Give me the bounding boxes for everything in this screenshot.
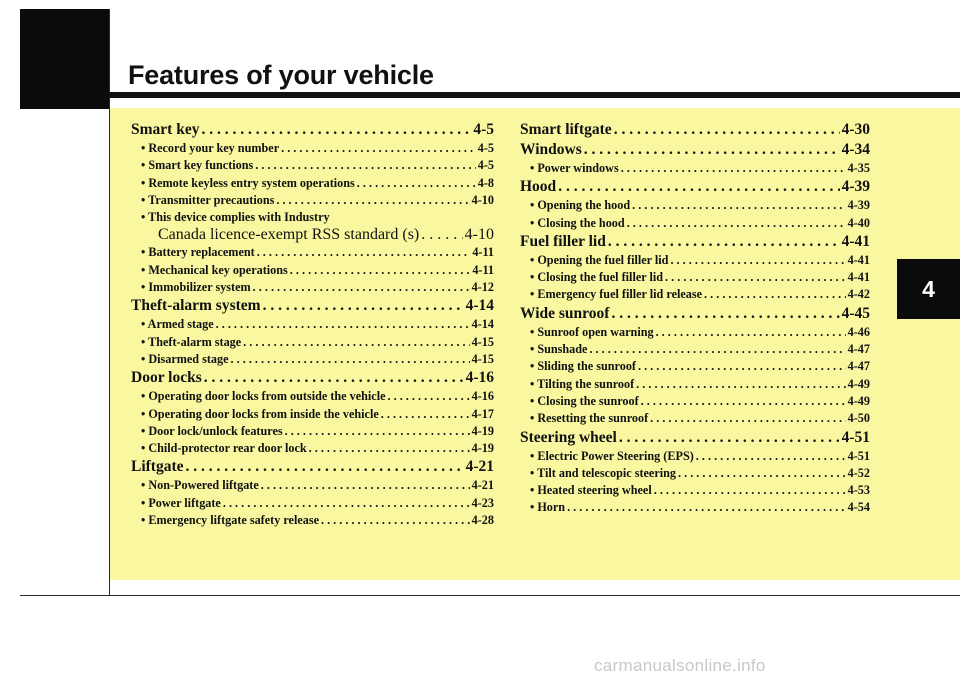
toc-dot-leader xyxy=(388,388,470,405)
toc-page-number: 4-39 xyxy=(841,178,870,196)
toc-page-number: 4-54 xyxy=(847,500,870,515)
toc-subsection-entry[interactable] xyxy=(131,175,494,192)
toc-entry-title: • Emergency liftgate safety release xyxy=(141,513,319,528)
toc-subsection-entry[interactable] xyxy=(131,244,494,261)
toc-page-number: 4-46 xyxy=(847,324,870,339)
toc-column-left xyxy=(131,120,494,529)
toc-entry-title: • Record your key number xyxy=(141,141,280,155)
toc-page-number: 4-41 xyxy=(847,270,870,285)
toc-dot-leader xyxy=(654,482,846,499)
toc-page-number: 4-42 xyxy=(847,287,870,302)
toc-page-number: 4-41 xyxy=(841,232,870,250)
toc-entry-title: Door locks xyxy=(131,369,202,387)
toc-subsection-entry[interactable] xyxy=(520,269,870,286)
toc-subsection-entry[interactable] xyxy=(131,262,494,279)
toc-subsection-entry[interactable] xyxy=(520,482,870,499)
toc-dot-leader xyxy=(231,351,470,368)
toc-entry-title: • Theft-alarm stage xyxy=(141,334,242,349)
toc-entry-title: • Operating door locks from outside the vehicle xyxy=(141,389,386,404)
chapter-number: 4 xyxy=(922,275,935,302)
toc-page-number: 4-11 xyxy=(472,245,494,260)
toc-page-number: 4-35 xyxy=(847,161,870,175)
toc-entry-title: • Power windows xyxy=(530,161,619,175)
toc-entry-title: • Operating door locks from inside the vehicle xyxy=(141,406,379,421)
toc-page-number: 4-34 xyxy=(841,141,870,158)
toc-page-number: 4-39 xyxy=(847,198,870,213)
toc-dot-leader xyxy=(285,423,470,440)
toc-section-entry[interactable] xyxy=(520,232,870,252)
toc-page-number: 4-51 xyxy=(847,448,870,463)
toc-section-entry[interactable] xyxy=(520,177,870,197)
toc-page-number: 4-52 xyxy=(847,465,870,480)
toc-dot-leader xyxy=(589,341,845,358)
toc-dot-leader xyxy=(650,410,846,427)
toc-dot-leader xyxy=(696,448,846,465)
bottom-rule xyxy=(20,595,960,596)
toc-subsection-entry[interactable] xyxy=(520,286,870,303)
toc-entry-title: • This device complies with Industry xyxy=(141,210,330,225)
toc-subsection-entry[interactable] xyxy=(131,351,494,368)
toc-dot-leader xyxy=(261,477,470,494)
toc-entry-title: Steering wheel xyxy=(520,428,617,446)
toc-subsection-entry[interactable] xyxy=(520,324,870,341)
toc-entry-title: • Power liftgate xyxy=(141,495,221,510)
toc-page-number: 4-5 xyxy=(477,158,494,173)
toc-dot-leader xyxy=(665,269,846,286)
toc-entry-title: Hood xyxy=(520,178,557,196)
toc-subsection-entry[interactable] xyxy=(520,197,870,214)
toc-subsection-entry[interactable] xyxy=(131,334,494,351)
toc-dot-leader xyxy=(558,177,839,197)
toc-subsection-entry[interactable] xyxy=(131,192,494,209)
toc-subsection-entry[interactable] xyxy=(520,215,870,232)
toc-dot-leader xyxy=(257,244,471,261)
toc-entry-title: • Tilting the sunroof xyxy=(530,376,635,391)
toc-section-entry[interactable] xyxy=(520,140,870,160)
toc-page-number: 4-51 xyxy=(841,428,870,446)
toc-entry-title: Theft-alarm system xyxy=(131,297,261,315)
toc-page-number: 4-11 xyxy=(472,262,494,277)
toc-entry-title: • Smart key functions xyxy=(141,158,254,173)
toc-subsection-entry[interactable] xyxy=(131,388,494,405)
toc-entry-title: • Battery replacement xyxy=(141,245,255,260)
toc-subsection-entry[interactable] xyxy=(131,209,494,226)
toc-dot-leader xyxy=(357,175,476,192)
toc-section-entry[interactable] xyxy=(131,296,494,316)
toc-page-number: 4-23 xyxy=(471,495,494,510)
toc-subsection-entry[interactable] xyxy=(520,448,870,465)
toc-entry-title: • Armed stage xyxy=(141,317,214,332)
toc-page-number: 4-15 xyxy=(471,334,494,349)
toc-section-entry[interactable] xyxy=(131,120,494,140)
toc-entry-title: • Door lock/unlock features xyxy=(141,423,283,438)
toc-entry-title: • Opening the fuel filler lid xyxy=(530,252,669,267)
toc-page-number: 4-47 xyxy=(847,342,870,357)
toc-subsection-entry[interactable] xyxy=(520,410,870,427)
toc-dot-leader xyxy=(281,140,476,157)
toc-subsection-entry[interactable] xyxy=(131,477,494,494)
toc-entry-title: • Child-protector rear door lock xyxy=(141,441,307,456)
toc-dot-leader xyxy=(321,512,470,529)
toc-subsection-entry[interactable] xyxy=(520,358,870,375)
toc-dot-leader xyxy=(584,140,840,160)
toc-entry-title: • Closing the hood xyxy=(530,215,625,230)
toc-dot-leader xyxy=(186,457,464,477)
toc-entry-title: • Non-Powered liftgate xyxy=(141,478,259,493)
toc-subsection-entry[interactable] xyxy=(520,160,870,177)
toc-dot-leader xyxy=(276,192,469,209)
toc-dot-leader xyxy=(611,304,839,324)
toc-dot-leader xyxy=(204,368,464,388)
toc-entry-title: Fuel filler lid xyxy=(520,232,606,250)
toc-subsection-entry[interactable] xyxy=(131,423,494,440)
toc-entry-title: • Closing the fuel filler lid xyxy=(530,270,664,285)
toc-subsection-entry[interactable] xyxy=(131,157,494,174)
toc-dot-leader xyxy=(614,120,840,140)
toc-dot-leader xyxy=(621,160,846,177)
toc-entry-title: • Sunshade xyxy=(530,342,588,357)
toc-page-number: 4-28 xyxy=(471,513,494,528)
toc-section-entry[interactable] xyxy=(131,457,494,477)
toc-page-number: 4-5 xyxy=(473,121,494,138)
toc-entry-title: • Horn xyxy=(530,500,566,515)
toc-entry-title: • Sliding the sunroof xyxy=(530,359,636,374)
toc-entry-title: • Disarmed stage xyxy=(141,351,229,366)
toc-entry-title: Wide sunroof xyxy=(520,304,610,322)
toc-entry-title: • Mechanical key operations xyxy=(141,262,288,277)
toc-entry-title: Windows xyxy=(520,141,582,158)
header-rule xyxy=(109,92,960,98)
toc-dot-leader xyxy=(201,120,471,140)
toc-entry-title: • Opening the hood xyxy=(530,198,631,213)
toc-page-number: 4-8 xyxy=(477,175,494,190)
toc-dot-leader xyxy=(619,428,840,448)
toc-dot-leader xyxy=(656,324,846,341)
toc-subsection-entry[interactable] xyxy=(520,376,870,393)
toc-page-number: 4-16 xyxy=(465,369,494,387)
toc-entry-title: • Closing the sunroof xyxy=(530,393,639,408)
toc-subsection-entry[interactable] xyxy=(520,465,870,482)
toc-page-number: 4-50 xyxy=(847,411,870,426)
toc-section-entry[interactable] xyxy=(520,120,870,140)
toc-page-number: 4-19 xyxy=(471,423,494,438)
toc-entry-title: • Electric Power Steering (EPS) xyxy=(530,448,694,463)
toc-page-number: 4-47 xyxy=(847,359,870,374)
toc-subsection-entry[interactable] xyxy=(520,252,870,269)
toc-subsection-entry[interactable] xyxy=(131,512,494,529)
toc-subsection-entry[interactable] xyxy=(131,226,494,244)
toc-subsection-entry[interactable] xyxy=(131,316,494,333)
toc-subsection-entry[interactable] xyxy=(131,140,494,157)
toc-subsection-entry[interactable] xyxy=(131,440,494,457)
toc-dot-leader xyxy=(670,252,845,269)
toc-subsection-entry[interactable] xyxy=(131,495,494,512)
toc-dot-leader xyxy=(641,393,846,410)
toc-page-number: 4-10 xyxy=(471,192,494,207)
toc-page-number: 4-21 xyxy=(471,478,494,493)
toc-entry-title: • Heated steering wheel xyxy=(530,483,652,498)
toc-dot-leader xyxy=(253,279,470,296)
toc-entry-title: • Tilt and telescopic steering xyxy=(530,465,676,480)
toc-subsection-entry[interactable] xyxy=(131,279,494,296)
toc-dot-leader xyxy=(567,499,846,516)
toc-page-number: 4-14 xyxy=(465,297,494,315)
toc-page-number: 4-17 xyxy=(471,406,494,421)
toc-entry-title: • Emergency fuel filler lid release xyxy=(530,287,703,302)
page-title: Features of your vehicle xyxy=(128,60,434,90)
toc-section-entry[interactable] xyxy=(520,428,870,448)
toc-dot-leader xyxy=(636,376,845,393)
toc-page-number: 4-49 xyxy=(847,376,870,391)
toc-page-number: 4-30 xyxy=(841,121,870,138)
toc-entry-title: Smart key xyxy=(131,121,200,138)
toc-subsection-entry[interactable] xyxy=(520,499,870,516)
toc-dot-leader xyxy=(243,334,469,351)
toc-entry-title: • Sunroof open warning xyxy=(530,324,654,339)
toc-section-entry[interactable] xyxy=(131,368,494,388)
toc-entry-title: Smart liftgate xyxy=(520,121,612,138)
toc-page-number: 4-16 xyxy=(471,389,494,404)
toc-subsection-entry[interactable] xyxy=(131,406,494,423)
toc-dot-leader xyxy=(255,157,475,174)
toc-dot-leader xyxy=(421,226,462,244)
toc-dot-leader xyxy=(309,440,470,457)
toc-section-entry[interactable] xyxy=(520,304,870,324)
toc-page-number: 4-40 xyxy=(847,215,870,230)
toc-page-number: 4-19 xyxy=(471,441,494,456)
toc-dot-leader xyxy=(632,197,846,214)
toc-page-number: 4-12 xyxy=(471,280,494,295)
toc-page-number: 4-45 xyxy=(841,304,870,322)
toc-page-number: 4-10 xyxy=(464,226,494,244)
toc-entry-title: • Transmitter precautions xyxy=(141,192,275,207)
watermark: carmanualsonline.info xyxy=(594,656,766,675)
toc-dot-leader xyxy=(263,296,464,316)
toc-dot-leader xyxy=(290,262,471,279)
toc-entry-title: Liftgate xyxy=(131,458,184,476)
toc-subsection-entry[interactable] xyxy=(520,341,870,358)
toc-dot-leader xyxy=(381,406,470,423)
toc-page-number: 4-41 xyxy=(847,252,870,267)
toc-entry-title: Canada licence-exempt RSS standard (s) xyxy=(158,226,420,244)
toc-column-right xyxy=(520,120,870,517)
toc-page-number: 4-5 xyxy=(477,141,494,155)
toc-entry-title: • Immobilizer system xyxy=(141,280,251,295)
toc-dot-leader xyxy=(608,232,840,252)
toc-page-number: 4-14 xyxy=(471,317,494,332)
toc-dot-leader xyxy=(216,316,470,333)
toc-dot-leader xyxy=(638,358,846,375)
toc-entry-title: • Remote keyless entry system operations xyxy=(141,175,355,190)
toc-dot-leader xyxy=(704,286,846,303)
toc-page-number: 4-53 xyxy=(847,483,870,498)
toc-entry-title: • Resetting the sunroof xyxy=(530,411,649,426)
toc-dot-leader xyxy=(627,215,846,232)
chapter-tab[interactable] xyxy=(897,259,960,319)
toc-page-number: 4-49 xyxy=(847,393,870,408)
toc-subsection-entry[interactable] xyxy=(520,393,870,410)
toc-dot-leader xyxy=(678,465,846,482)
corner-black-block xyxy=(20,9,109,109)
toc-page-number: 4-15 xyxy=(471,351,494,366)
toc-page-number: 4-21 xyxy=(465,458,494,476)
toc-dot-leader xyxy=(223,495,470,512)
